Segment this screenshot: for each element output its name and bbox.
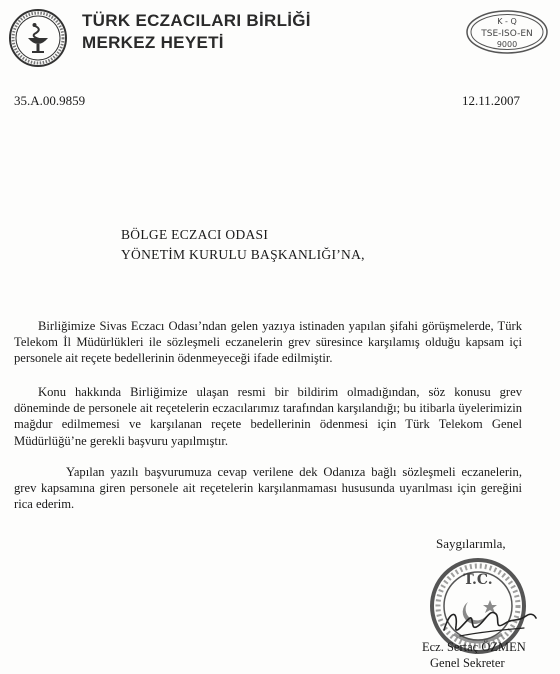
stamp-text: T.C. — [463, 572, 493, 588]
closing-salutation: Saygılarımla, — [436, 536, 506, 551]
iso-certification-badge — [464, 8, 550, 56]
body-paragraph-3: Yapılan yazılı başvurumuza cevap verilene dek Odanıza bağlı sözleşmeli eczanelerin, grev kapsamına giren personele ait reçetelerin karşılanmaması hususunda uyarılması için gereğini rica ederim. — [14, 465, 522, 512]
org-name-line2: MERKEZ HEYETİ — [82, 33, 224, 52]
cert-line3: 9000 — [496, 40, 518, 49]
addressee-line1: BÖLGE ECZACI ODASI — [121, 227, 269, 242]
cert-line1: K - Q — [497, 17, 517, 26]
addressee-block — [121, 225, 365, 265]
handwritten-signature — [440, 600, 540, 644]
org-name-line1: TÜRK ECZACILARI BİRLİĞİ — [82, 11, 311, 30]
body-paragraph-1: Birliğimize Sivas Eczacı Odası’ndan gelen yazıya istinaden yapılan şifahi görüşmelerde, Türk Telekom İl Müdürlükleri ile sözleşmeli eczanelerin grev süresince karşılamış olduğu kapsam içi personele ait reçete bedellerinin ödenmeyeceği ifade edilmiştir. — [14, 319, 522, 366]
signer-name: Ecz. Sertaç ÖZMEN — [422, 640, 526, 654]
addressee-line2: YÖNETİM KURULU BAŞKANLIĞI’NA, — [121, 247, 365, 262]
organization-name — [82, 10, 311, 54]
tec-logo-icon — [8, 8, 68, 68]
letter-date: 12.11.2007 — [461, 93, 520, 108]
body-paragraph-2: Konu hakkında Birliğimize ulaşan resmi bir bildirim olmadığından, söz konusu grev döneminde de personele ait reçetelerin eczacılarımız tarafından karşılandığı; bu itibarla üyelerimizin mağdur edilmemesi ve karşılanan reçete bedellerinin ödenmesi için Türk Telekom Genel Müdürlüğü’ne gerekli başvuru yapılmıştır. — [14, 385, 522, 448]
cert-line2: TSE-ISO-EN — [481, 29, 533, 39]
reference-number: 35.A.00.9859 — [14, 93, 86, 108]
signer-title: Genel Sekreter — [430, 656, 505, 670]
